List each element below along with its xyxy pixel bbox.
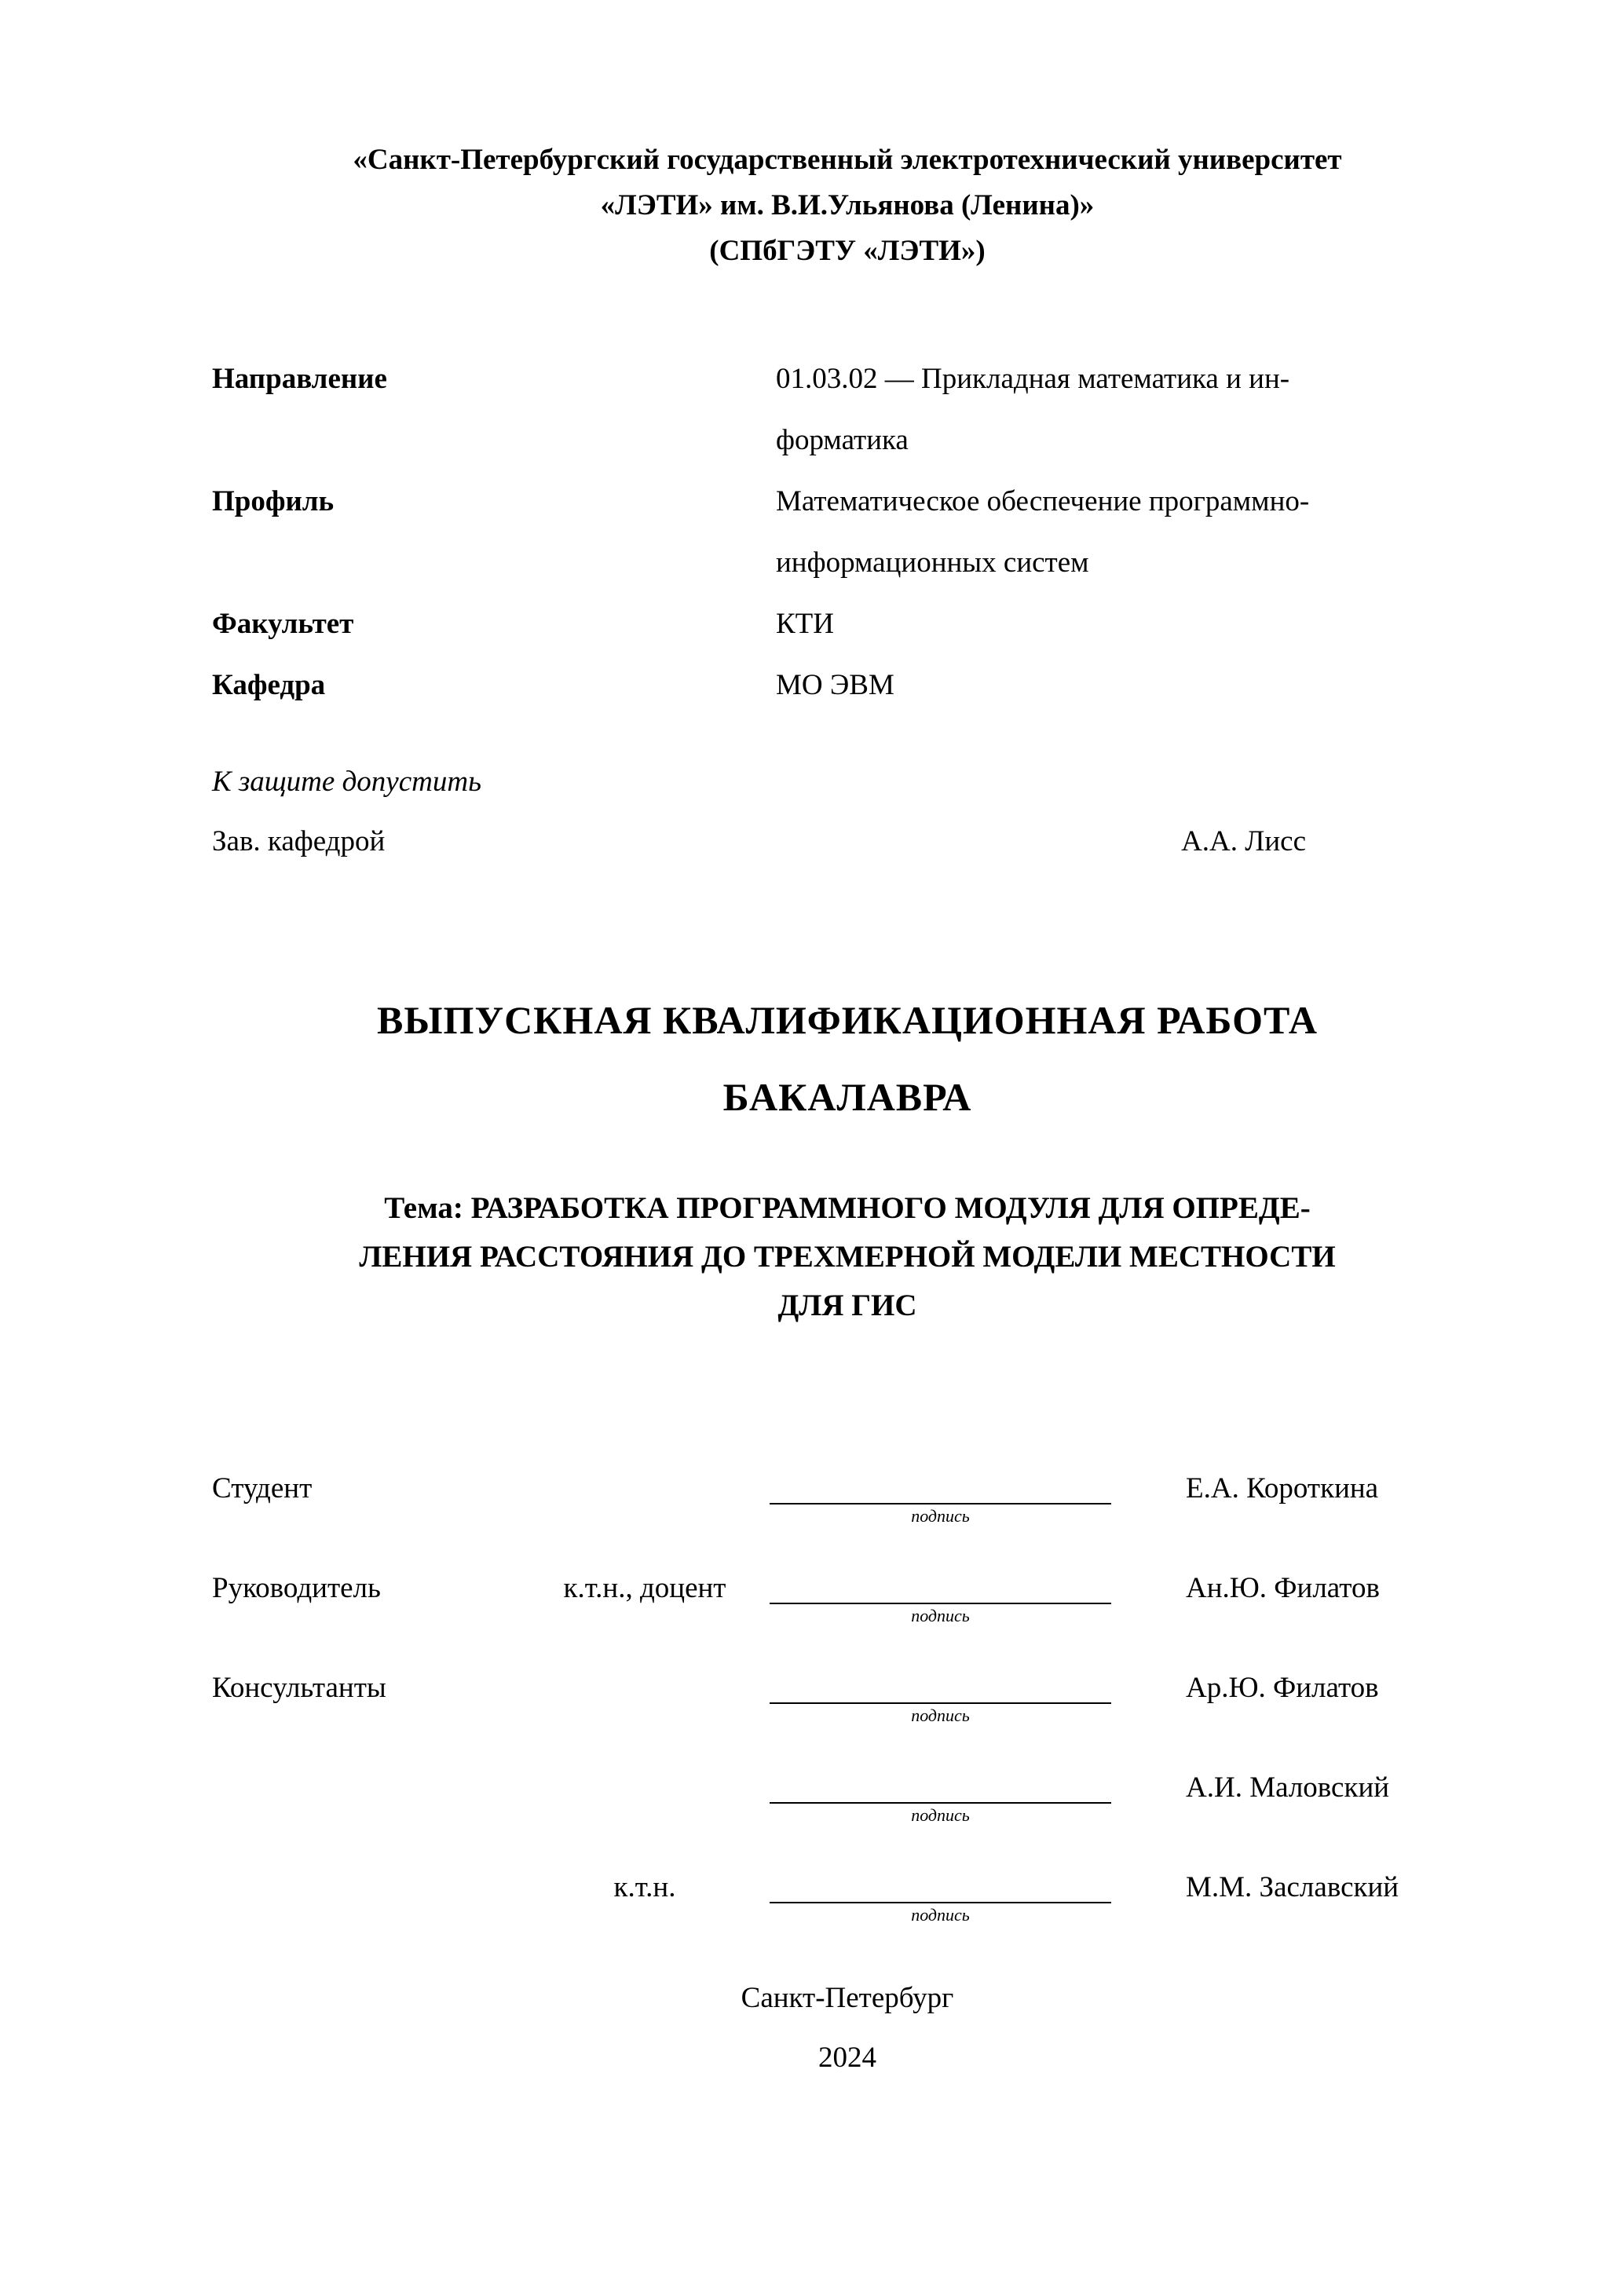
signature-caption: подпись (911, 1506, 970, 1526)
field-label: Кафедра (212, 669, 326, 701)
field-value (776, 594, 1483, 655)
signature-role-label: Студент (212, 1472, 313, 1504)
thesis-topic-line-2: ЛЕНИЯ РАССТОЯНИЯ ДО ТРЕХМЕРНОЙ МОДЕЛИ МЕСТНОСТИ (359, 1240, 1336, 1274)
signature-block (212, 1470, 1483, 1927)
admission-block (212, 752, 1483, 872)
department-head-row (212, 812, 1483, 872)
signature-line (770, 1570, 1111, 1604)
signature-field (770, 1769, 1111, 1827)
field-value-line: 01.03.02 — Прикладная математика и ин- (776, 363, 1290, 395)
thesis-topic-line-1: Тема: РАЗРАБОТКА ПРОГРАММНОГО МОДУЛЯ ДЛЯ ОПРЕДЕ- (384, 1191, 1311, 1225)
university-name-line-1: «Санкт-Петербургский государственный электротехнический университет (353, 144, 1342, 176)
signature-field (770, 1570, 1111, 1628)
signature-role-label: Консультанты (212, 1672, 386, 1704)
field-value (776, 471, 1483, 594)
field-value-line: КТИ (776, 608, 834, 640)
signature-qualification: к.т.н. (613, 1871, 676, 1903)
signatory-name: Е.А. Короткина (1186, 1472, 1379, 1504)
signature-line (770, 1470, 1111, 1504)
field-label: Направление (212, 363, 387, 395)
work-type-title-line-2: БАКАЛАВРА (722, 1075, 972, 1119)
footer-year: 2024 (818, 2042, 876, 2074)
signatory-name: М.М. Заславский (1186, 1871, 1399, 1903)
footer (212, 1969, 1483, 2088)
signatory-name: Ан.Ю. Филатов (1186, 1572, 1380, 1604)
university-name-line-2: «ЛЭТИ» им. В.И.Ульянова (Ленина)» (600, 189, 1095, 221)
field-row-faculty (212, 594, 1483, 655)
field-value-line: МО ЭВМ (776, 669, 894, 701)
university-header (212, 137, 1483, 274)
work-type-title (212, 982, 1483, 1135)
field-value (776, 349, 1483, 471)
university-abbreviation: (СПбГЭТУ «ЛЭТИ») (709, 235, 986, 267)
field-value-line: Математическое обеспечение программно- (776, 485, 1310, 517)
signature-role-label: Руководитель (212, 1572, 381, 1604)
signature-row-consultant-3 (212, 1869, 1483, 1927)
program-fields (212, 349, 1483, 716)
signature-row-consultant-1 (212, 1669, 1483, 1727)
signature-line (770, 1769, 1111, 1804)
thesis-topic-line-3: ДЛЯ ГИС (777, 1289, 917, 1322)
signature-caption: подпись (911, 1905, 970, 1925)
signature-field (770, 1669, 1111, 1727)
field-label: Факультет (212, 608, 354, 640)
signature-qualification: к.т.н., доцент (563, 1572, 726, 1604)
field-value-line: форматика (776, 424, 909, 456)
footer-city: Санкт-Петербург (741, 1982, 954, 2014)
signature-field (770, 1869, 1111, 1927)
signature-caption: подпись (911, 1606, 970, 1625)
department-head-name: А.А. Лисс (1181, 825, 1306, 857)
field-row-profile (212, 471, 1483, 594)
signature-line (770, 1669, 1111, 1704)
field-row-department (212, 655, 1483, 716)
signature-row-consultant-2 (212, 1769, 1483, 1827)
signature-line (770, 1869, 1111, 1903)
signature-row-student (212, 1470, 1483, 1528)
field-value (776, 655, 1483, 716)
signatory-name: А.И. Маловский (1186, 1771, 1390, 1804)
work-type-title-line-1: ВЫПУСКНАЯ КВАЛИФИКАЦИОННАЯ РАБОТА (377, 998, 1318, 1042)
signature-caption: подпись (911, 1805, 970, 1825)
signatory-name: Ар.Ю. Филатов (1186, 1672, 1379, 1704)
signature-caption: подпись (911, 1706, 970, 1725)
field-row-direction (212, 349, 1483, 471)
signature-field (770, 1470, 1111, 1528)
field-value-line: информационных систем (776, 547, 1089, 579)
field-label: Профиль (212, 485, 335, 517)
signature-row-supervisor (212, 1570, 1483, 1628)
thesis-topic (212, 1184, 1483, 1330)
department-head-label: Зав. кафедрой (212, 825, 386, 857)
admission-note: К защите допустить (212, 766, 481, 798)
